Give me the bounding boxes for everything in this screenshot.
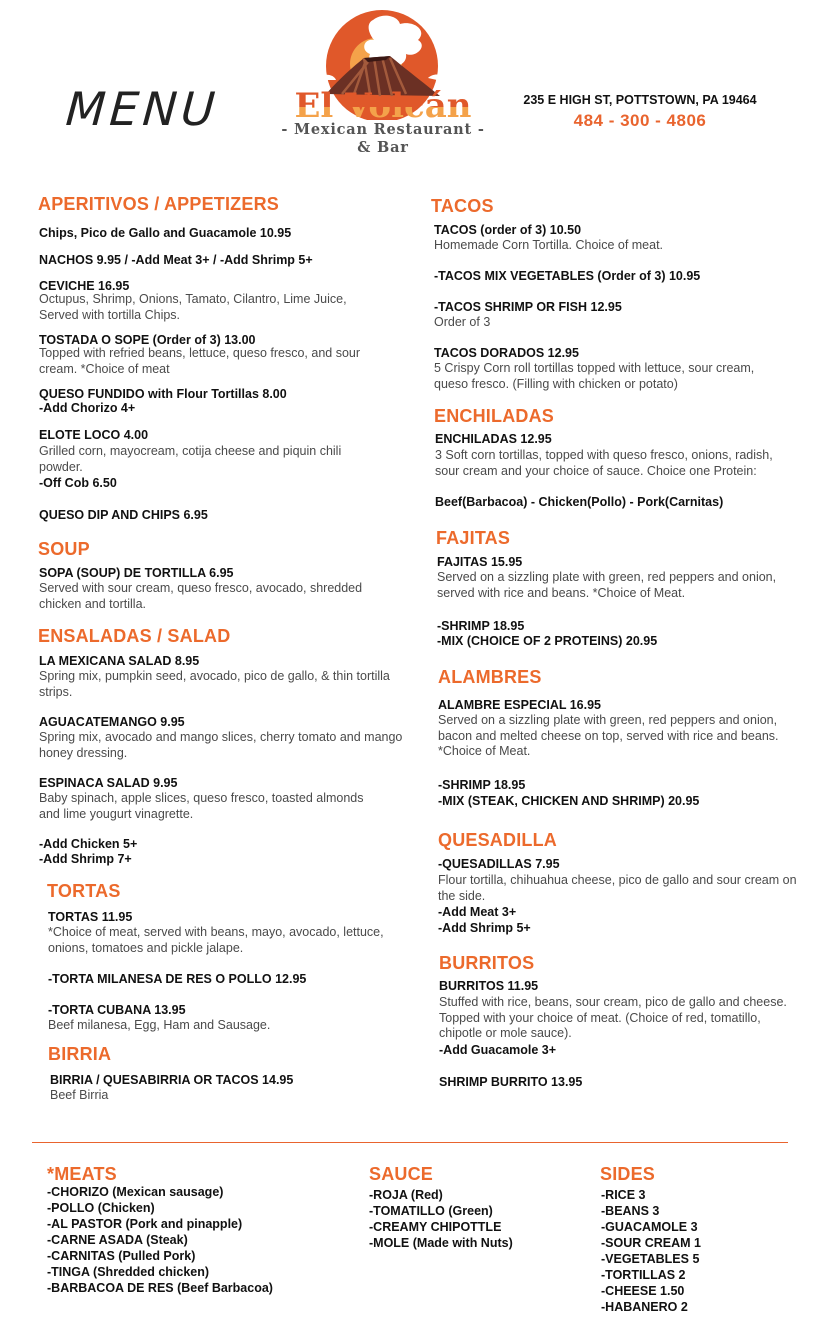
- item-elote-desc: Grilled corn, mayocream, cotija cheese and piquin chili powder.: [39, 444, 342, 474]
- sauce-list: [369, 1187, 513, 1251]
- item-burritos-desc: Stuffed with rice, beans, sour cream, pico de gallo and cheese. Topped with your choice of meat. (Choice of red, tomatillo, chipotle or mole sauce).: [439, 995, 787, 1040]
- list-item: -TORTILLAS 2: [601, 1268, 686, 1282]
- list-item: -AL PASTOR (Pork and pinapple): [47, 1217, 243, 1231]
- item-mexicana-title: LA MEXICANA SALAD 8.95: [39, 654, 200, 668]
- list-item: -BEANS 3: [601, 1204, 660, 1218]
- item-alambre-title: ALAMBRE ESPECIAL 16.95: [438, 698, 602, 712]
- footer-divider: [32, 1142, 788, 1143]
- list-item: -TINGA (Shredded chicken): [47, 1265, 210, 1279]
- item-ceviche-desc: Octupus, Shrimp, Onions, Tamato, Cilantro, Lime Juice, Served with tortilla Chips.: [39, 292, 347, 322]
- section-heading-tacos: TACOS: [431, 196, 494, 216]
- item-ceviche-title: CEVICHE 16.95: [39, 279, 130, 293]
- item-torta-milanesa: -TORTA MILANESA DE RES O POLLO 12.95: [48, 972, 307, 986]
- item-elote-add: -Off Cob 6.50: [39, 476, 117, 490]
- item-tortas-title: TORTAS 11.95: [48, 910, 133, 924]
- item-enchiladas-proteins: Beef(Barbacoa) - Chicken(Pollo) - Pork(Carnitas): [435, 495, 724, 509]
- item-fajitas-title: FAJITAS 15.95: [437, 555, 523, 569]
- item-add-chicken: -Add Chicken 5+: [39, 837, 138, 851]
- restaurant-logo: [278, 10, 488, 160]
- list-item: -CARNITAS (Pulled Pork): [47, 1249, 196, 1263]
- section-heading-burritos: BURRITOS: [439, 953, 535, 973]
- list-item: -CHEESE 1.50: [601, 1284, 685, 1298]
- item-nachos: NACHOS 9.95 / -Add Meat 3+ / -Add Shrimp 5+: [39, 253, 313, 267]
- logo-subtitle: [278, 121, 488, 157]
- item-tacos-dorados-desc: 5 Crispy Corn roll tortillas topped with lettuce, sour cream, queso fresco. (Filling with chicken or potato): [434, 361, 755, 391]
- item-chips-guacamole: Chips, Pico de Gallo and Guacamole 10.95: [39, 226, 292, 240]
- item-espinaca-desc: Baby spinach, apple slices, queso fresco, toasted almonds and lime yougurt vinagrette.: [39, 791, 364, 821]
- item-queso-dip: QUESO DIP AND CHIPS 6.95: [39, 508, 208, 522]
- item-elote-title: ELOTE LOCO 4.00: [39, 428, 149, 442]
- item-alambre-mix: -MIX (STEAK, CHICKEN AND SHRIMP) 20.95: [438, 794, 700, 808]
- item-fajitas-mix: -MIX (CHOICE OF 2 PROTEINS) 20.95: [437, 634, 658, 648]
- item-tacos-veg: -TACOS MIX VEGETABLES (Order of 3) 10.95: [434, 269, 701, 283]
- item-quesadilla-add-shrimp: -Add Shrimp 5+: [438, 921, 531, 935]
- list-item: -VEGETABLES 5: [601, 1252, 700, 1266]
- section-heading-quesadilla: QUESADILLA: [438, 830, 557, 850]
- item-fajitas-desc: Served on a sizzling plate with green, red peppers and onion, served with rice and beans. *Choice of Meat.: [437, 570, 777, 600]
- item-mexicana-desc: Spring mix, pumpkin seed, avocado, pico de gallo, & thin tortilla strips.: [39, 669, 390, 699]
- item-fajitas-shrimp: -SHRIMP 18.95: [437, 619, 525, 633]
- section-heading-enchiladas: ENCHILADAS: [434, 406, 555, 426]
- logo-name: El Volcán: [278, 86, 488, 126]
- sides-list: [601, 1187, 701, 1315]
- section-heading-alambres: ALAMBRES: [438, 667, 542, 687]
- list-item: -GUACAMOLE 3: [601, 1220, 698, 1234]
- list-item: -CREAMY CHIPOTTLE: [369, 1220, 502, 1234]
- list-item: -HABANERO 2: [601, 1300, 688, 1314]
- address: 235 E HIGH ST, POTTSTOWN, PA 19464: [523, 93, 757, 107]
- logo-subtitle-line1: - Mexican Restaurant -: [281, 121, 485, 138]
- item-alambre-shrimp: -SHRIMP 18.95: [438, 778, 526, 792]
- item-burritos-add-guac: -Add Guacamole 3+: [439, 1043, 557, 1057]
- item-birria-title: BIRRIA / QUESABIRRIA OR TACOS 14.95: [50, 1073, 294, 1087]
- item-tacos-title: TACOS (order of 3) 10.50: [434, 223, 582, 237]
- item-aguacatemango-title: AGUACATEMANGO 9.95: [39, 715, 185, 729]
- list-item: -SOUR CREAM 1: [601, 1236, 702, 1250]
- item-sopa-title: SOPA (SOUP) DE TORTILLA 6.95: [39, 566, 234, 580]
- item-queso-fundido: QUESO FUNDIDO with Flour Tortillas 8.00: [39, 387, 287, 401]
- menu-title: MENU: [64, 82, 221, 136]
- item-burritos-title: BURRITOS 11.95: [439, 979, 539, 993]
- list-item: -TOMATILLO (Green): [369, 1204, 493, 1218]
- item-quesadillas-desc: Flour tortilla, chihuahua cheese, pico de gallo and sour cream on the side.: [438, 873, 797, 903]
- item-alambre-desc: Served on a sizzling plate with green, red peppers and onion, bacon and melted cheese on top, served with rice and beans. *Choice of Meat.: [438, 713, 779, 758]
- item-tacos-desc: Homemade Corn Tortilla. Choice of meat.: [434, 238, 664, 252]
- item-aguacatemango-desc: Spring mix, avocado and mango slices, cherry tomato and mango honey dressing.: [39, 730, 403, 760]
- item-shrimp-burrito: SHRIMP BURRITO 13.95: [439, 1075, 583, 1089]
- list-item: -POLLO (Chicken): [47, 1201, 155, 1215]
- item-tortas-desc: *Choice of meat, served with beans, mayo, avocado, lettuce, onions, tomatoes and pickle jalape.: [48, 925, 384, 955]
- section-heading-birria: BIRRIA: [48, 1044, 112, 1064]
- section-heading-meats: *MEATS: [47, 1164, 117, 1184]
- item-espinaca-title: ESPINACA SALAD 9.95: [39, 776, 178, 790]
- item-torta-cubana-title: -TORTA CUBANA 13.95: [48, 1003, 186, 1017]
- section-heading-appetizers: APERITIVOS / APPETIZERS: [38, 194, 279, 214]
- item-add-shrimp: -Add Shrimp 7+: [39, 852, 132, 866]
- list-item: -RICE 3: [601, 1188, 646, 1202]
- section-heading-soup: SOUP: [38, 539, 90, 559]
- item-birria-desc: Beef Birria: [50, 1088, 109, 1102]
- meats-list: [47, 1184, 273, 1296]
- item-quesadillas-title: -QUESADILLAS 7.95: [438, 857, 560, 871]
- list-item: -BARBACOA DE RES (Beef Barbacoa): [47, 1281, 273, 1295]
- item-enchiladas-title: ENCHILADAS 12.95: [435, 432, 552, 446]
- list-item: -CHORIZO (Mexican sausage): [47, 1185, 224, 1199]
- item-tostada-title: TOSTADA O SOPE (Order of 3) 13.00: [39, 333, 256, 347]
- item-tacos-shrimp-desc: Order of 3: [434, 315, 491, 329]
- item-torta-cubana-desc: Beef milanesa, Egg, Ham and Sausage.: [48, 1018, 271, 1032]
- section-heading-sides: SIDES: [600, 1164, 656, 1184]
- logo-subtitle-line2: & Bar: [357, 139, 409, 156]
- item-tacos-shrimp-title: -TACOS SHRIMP OR FISH 12.95: [434, 300, 622, 314]
- section-heading-sauce: SAUCE: [369, 1164, 434, 1184]
- item-tacos-dorados-title: TACOS DORADOS 12.95: [434, 346, 579, 360]
- section-heading-salad: ENSALADAS / SALAD: [38, 626, 231, 646]
- list-item: -CARNE ASADA (Steak): [47, 1233, 188, 1247]
- phone-number[interactable]: 484 - 300 - 4806: [573, 111, 707, 130]
- item-sopa-desc: Served with sour cream, queso fresco, avocado, shredded chicken and tortilla.: [39, 581, 363, 611]
- section-heading-tortas: TORTAS: [47, 881, 121, 901]
- item-enchiladas-desc: 3 Soft corn tortillas, topped with queso fresco, onions, radish, sour cream and your choice of sauce. Choice one Protein:: [435, 448, 773, 478]
- item-tostada-desc: Topped with refried beans, lettuce, queso fresco, and sour cream. *Choice of meat: [39, 346, 361, 376]
- list-item: -MOLE (Made with Nuts): [369, 1236, 513, 1250]
- section-heading-fajitas: FAJITAS: [436, 528, 511, 548]
- item-quesadilla-add-meat: -Add Meat 3+: [438, 905, 517, 919]
- list-item: -ROJA (Red): [369, 1188, 443, 1202]
- item-queso-fundido-add: -Add Chorizo 4+: [39, 401, 136, 415]
